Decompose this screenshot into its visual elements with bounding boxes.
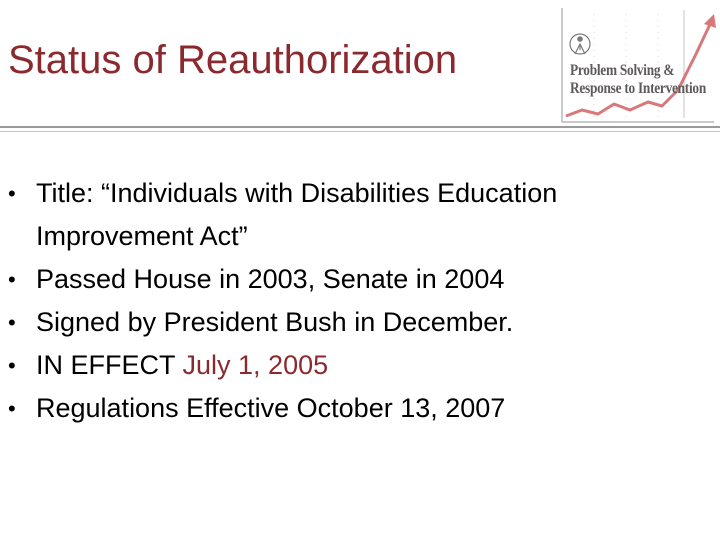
bullet-text: Title: “Individuals with Disabilities Education [36,178,558,208]
bullet-item [0,301,720,344]
bullet-item [0,258,720,301]
logo [558,6,718,124]
logo-line-1: Problem Solving & [570,62,675,79]
bullet-item [0,172,720,258]
logo-line-2: Response to Intervention [570,80,707,97]
person-icon [570,34,590,54]
slide-title: Status of Reauthorization [8,38,458,82]
bullet-marker: • [8,353,16,378]
header-divider-thin [0,131,720,132]
bullet-marker: • [8,181,16,206]
bullet-text: Regulations Effective October 13, 2007 [36,393,506,423]
bullet-text-prefix: IN EFFECT [36,350,183,380]
bullet-text: Signed by President Bush in December. [36,307,514,337]
bullet-item [0,387,720,430]
bullet-highlight-date: July 1, 2005 [182,350,329,380]
bullet-item [0,344,720,387]
bullet-text: Passed House in 2003, Senate in 2004 [36,264,505,294]
bullet-marker: • [8,396,16,421]
bullet-marker: • [8,310,16,335]
header-divider [0,126,720,128]
bullet-text-continuation: Improvement Act” [36,221,248,251]
bullet-marker: • [8,267,16,292]
bullet-list [0,172,720,430]
